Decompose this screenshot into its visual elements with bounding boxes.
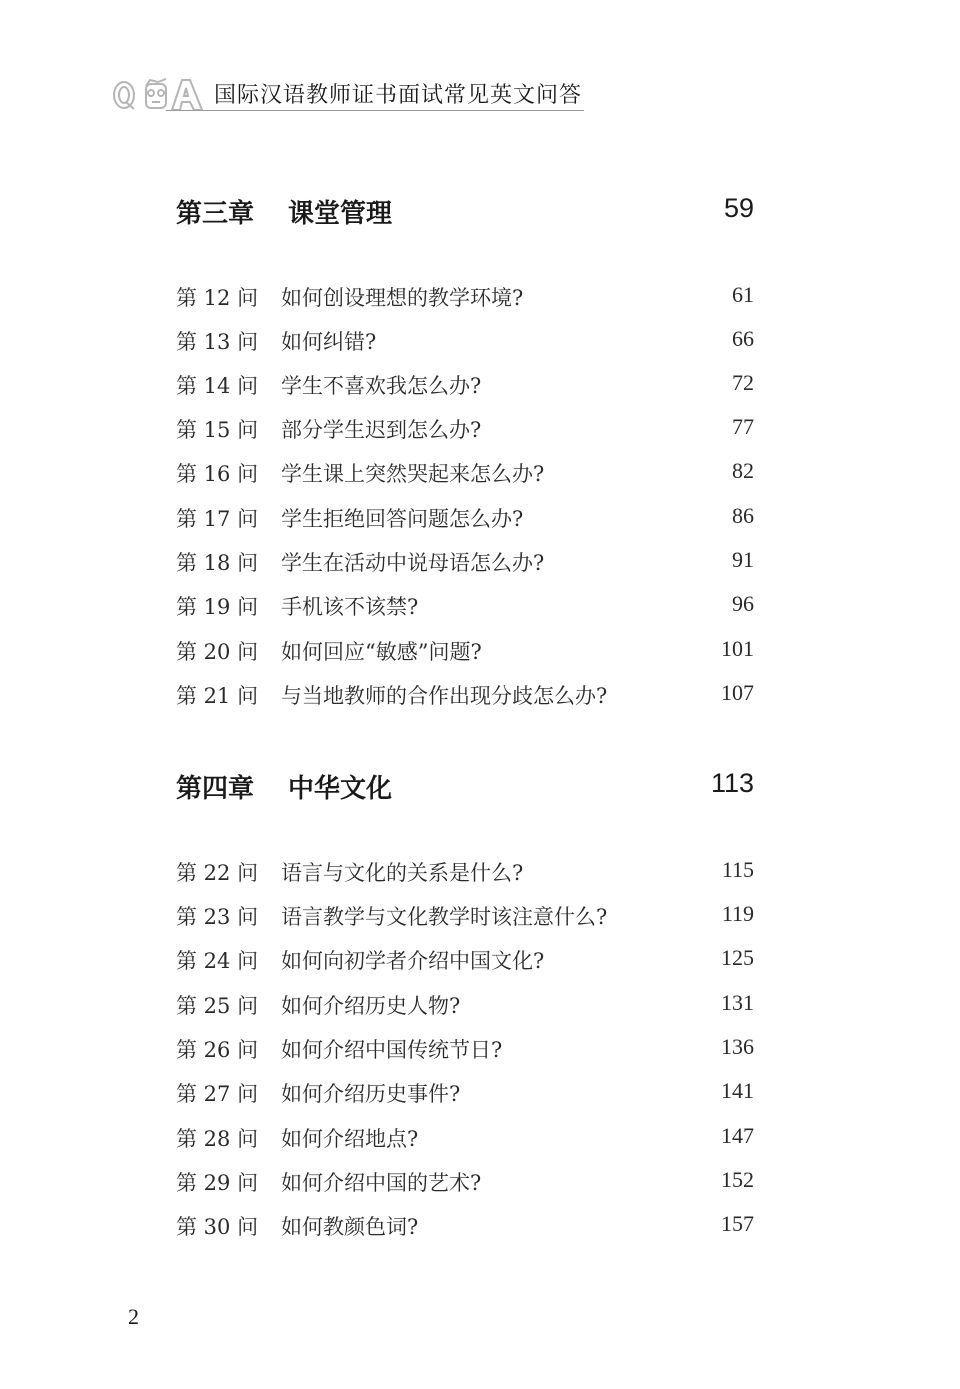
question-title: 如何教颜色词? (281, 1215, 419, 1239)
question-number: 第 21 问 (176, 684, 259, 708)
question-title: 如何创设理想的教学环境? (281, 286, 524, 310)
question-title: 如何向初学者介绍中国文化? (281, 949, 545, 973)
question-title: 学生不喜欢我怎么办? (281, 374, 482, 398)
question-number: 第 19 问 (176, 595, 259, 619)
chapter-page: 59 (723, 193, 754, 223)
question-title: 语言与文化的关系是什么? (281, 861, 524, 885)
question-title: 如何回应“敏感”问题? (281, 640, 482, 664)
toc-entry[interactable] (176, 1211, 754, 1243)
question-page: 72 (732, 370, 754, 395)
chapter-heading[interactable] (176, 193, 754, 233)
question-number: 第 12 问 (176, 286, 259, 310)
question-number: 第 27 问 (176, 1082, 259, 1106)
question-number: 第 13 问 (176, 330, 259, 354)
question-title: 如何介绍地点? (281, 1127, 419, 1151)
question-number: 第 16 问 (176, 462, 259, 486)
question-title: 如何介绍历史事件? (281, 1082, 461, 1106)
question-title: 手机该不该禁? (281, 595, 419, 619)
question-page: 91 (732, 547, 754, 572)
toc-entry[interactable] (176, 503, 754, 535)
question-page: 115 (721, 857, 754, 882)
question-page: 96 (732, 591, 754, 616)
question-number: 第 15 问 (176, 418, 259, 442)
toc-entry[interactable] (176, 990, 754, 1022)
question-title: 部分学生迟到怎么办? (281, 418, 482, 442)
question-number: 第 29 问 (176, 1171, 259, 1195)
question-number: 第 25 问 (176, 994, 259, 1018)
question-page: 61 (732, 282, 754, 307)
question-page: 107 (721, 680, 754, 705)
question-title: 学生在活动中说母语怎么办? (281, 551, 545, 575)
question-number: 第 22 问 (176, 861, 259, 885)
question-number: 第 18 问 (176, 551, 259, 575)
question-page: 77 (732, 414, 754, 439)
question-number: 第 20 问 (176, 640, 259, 664)
toc-entry[interactable] (176, 636, 754, 668)
toc-entry[interactable] (176, 282, 754, 314)
question-number: 第 26 问 (176, 1038, 259, 1062)
question-number: 第 30 问 (176, 1215, 259, 1239)
chapter-number: 第四章 (176, 774, 255, 804)
chapter-heading[interactable] (176, 768, 754, 808)
toc-entry[interactable] (176, 1034, 754, 1066)
question-number: 第 23 问 (176, 905, 259, 929)
toc-entry[interactable] (176, 901, 754, 933)
question-page: 86 (732, 503, 754, 528)
question-number: 第 24 问 (176, 949, 259, 973)
question-page: 157 (721, 1211, 754, 1236)
toc-entry[interactable] (176, 370, 754, 402)
question-page: 82 (732, 458, 754, 483)
question-page: 152 (721, 1167, 754, 1192)
question-title: 如何介绍中国的艺术? (281, 1171, 482, 1195)
question-title: 学生课上突然哭起来怎么办? (281, 462, 545, 486)
toc-entry[interactable] (176, 326, 754, 358)
question-page: 101 (721, 636, 754, 661)
question-page: 141 (721, 1078, 754, 1103)
chapter-title: 中华文化 (288, 774, 393, 804)
question-title: 如何纠错? (281, 330, 377, 354)
question-title: 如何介绍中国传统节日? (281, 1038, 503, 1062)
header-rule (166, 110, 584, 111)
page-number: 2 (128, 1304, 139, 1329)
chapter-page: 113 (710, 768, 754, 798)
toc-entry[interactable] (176, 458, 754, 490)
toc-entry[interactable] (176, 945, 754, 977)
toc-entry[interactable] (176, 1078, 754, 1110)
question-page: 131 (721, 990, 754, 1015)
toc-entry[interactable] (176, 547, 754, 579)
toc-entry[interactable] (176, 1123, 754, 1155)
question-number: 第 14 问 (176, 374, 259, 398)
running-header (110, 72, 585, 114)
question-title: 与当地教师的合作出现分歧怎么办? (281, 684, 608, 708)
chapter-number: 第三章 (176, 199, 255, 229)
qa-logo-icon (110, 76, 206, 112)
question-page: 66 (732, 326, 754, 351)
question-page: 119 (721, 901, 754, 926)
toc-entry[interactable] (176, 857, 754, 889)
question-number: 第 28 问 (176, 1127, 259, 1151)
question-page: 125 (721, 945, 754, 970)
question-title: 如何介绍历史人物? (281, 994, 461, 1018)
question-page: 147 (721, 1123, 754, 1148)
toc-entry[interactable] (176, 680, 754, 712)
toc-entry[interactable] (176, 591, 754, 623)
toc-entry[interactable] (176, 414, 754, 446)
book-title: 国际汉语教师证书面试常见英文问答 (214, 83, 583, 108)
toc-entry[interactable] (176, 1167, 754, 1199)
chapter-title: 课堂管理 (288, 199, 393, 229)
question-title: 语言教学与文化教学时该注意什么? (281, 905, 608, 929)
question-title: 学生拒绝回答问题怎么办? (281, 507, 524, 531)
question-number: 第 17 问 (176, 507, 259, 531)
question-page: 136 (721, 1034, 754, 1059)
